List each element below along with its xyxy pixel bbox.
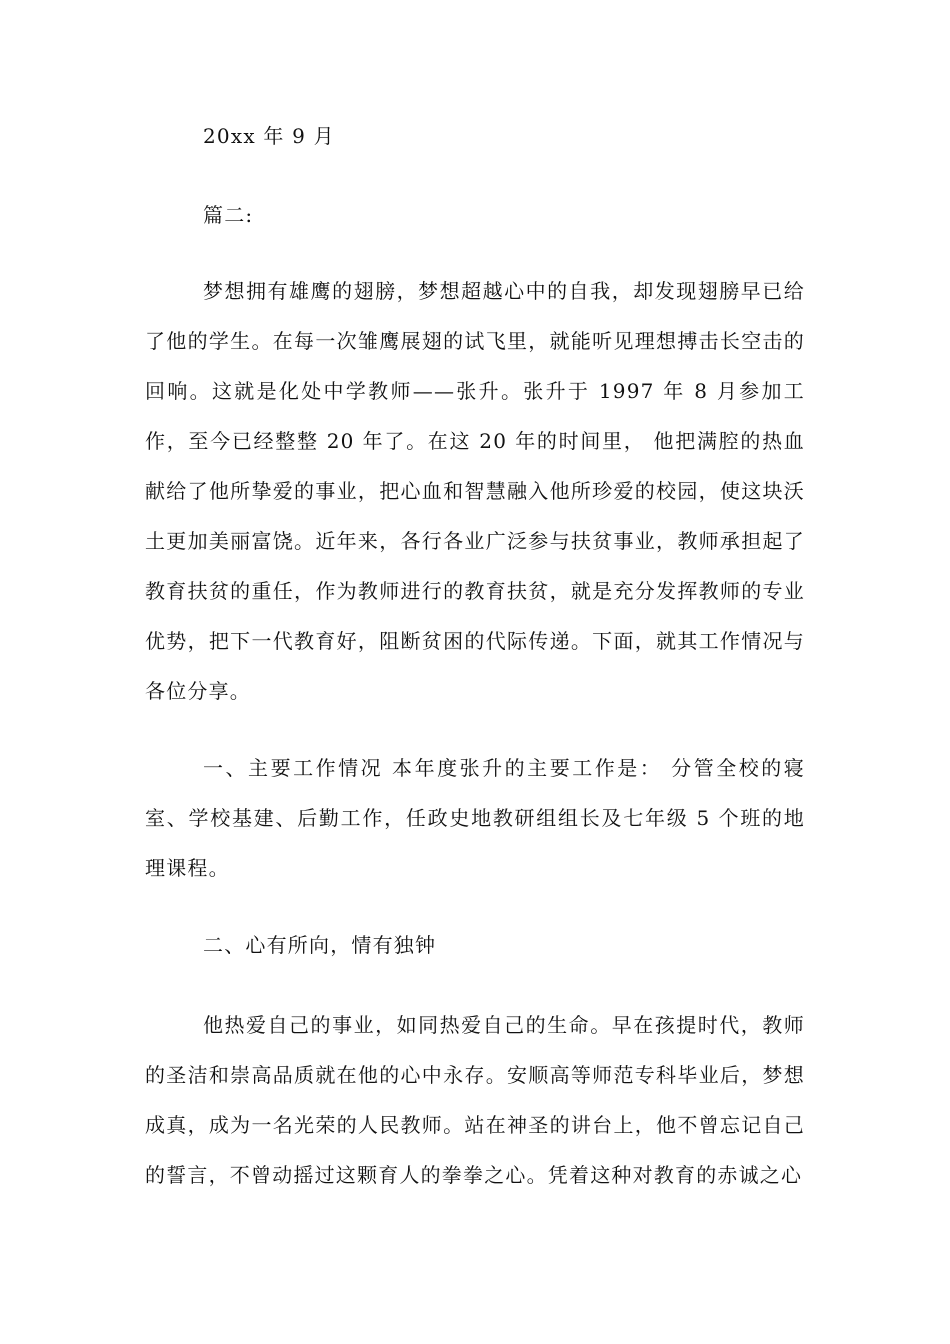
section-heading-two: 二、心有所向，情有独钟 <box>203 933 437 957</box>
date-line: 20xx 年 9 月 <box>203 124 335 148</box>
paragraph-intro: 梦想拥有雄鹰的翅膀，梦想超越心中的自我，却发现翅膀早已给了他的学生。在每一次雏鹰展翅的试飞里，就能听见理想搏击长空击的回响。这就是化处中学教师——张升。张升于 1997 年 8 月参加工作，至今已经整整 20 年了。在这 20 年的时间里， 他把满腔的热血献给了他所挚爱的事业，把心血和智慧融入他所珍爱的校园，使这块沃土更加美丽富饶。近年来，各行各业广泛参与扶贫事业，教师承担起了教育扶贫的重任，作为教师进行的教育扶贫，就是充分发挥教师的专业优势，把下一代教育好，阻断贫困的代际传递。下面，就其工作情况与各位分享。 <box>145 279 805 703</box>
paragraph-passion: 他热爱自己的事业，如同热爱自己的生命。早在孩提时代，教师的圣洁和崇高品质就在他的心中永存。安顺高等师范专科毕业后，梦想成真，成为一名光荣的人民教师。站在神圣的讲台上，他不曾忘记自己的誓言，不曾动摇过这颗育人的拳拳之心。凭着这种对教育的赤诚之心 <box>145 1013 805 1187</box>
paragraph-main-work: 一、主要工作情况 本年度张升的主要工作是： 分管全校的寝室、学校基建、后勤工作，任政史地教研组组长及七年级 5 个班的地理课程。 <box>145 756 805 880</box>
section-label: 篇二: <box>203 203 254 227</box>
